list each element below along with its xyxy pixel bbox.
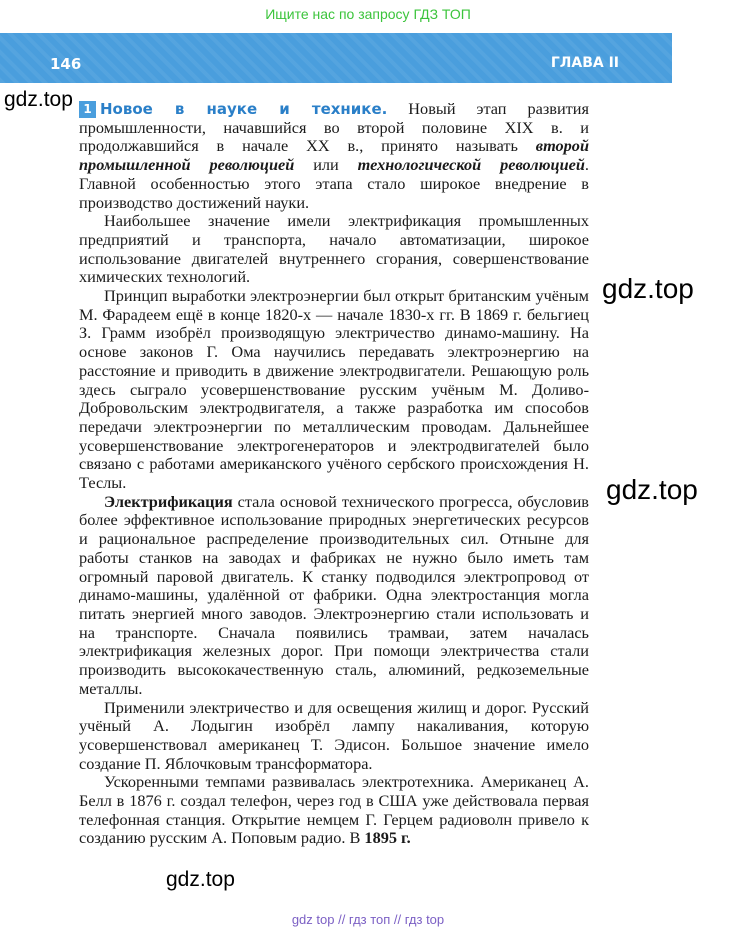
watermark: gdz.top bbox=[606, 474, 698, 505]
body-text bbox=[79, 100, 589, 848]
paragraph-3: Принцип выработки электроэнергии был открыт британским учёным М. Фарадеем ещё в конце 1820-х — начале 1830-х гг. В 1869 г. бельгиец З. Грамм изобрёл производящую электричество динамо-машину. На основе законов Г. Ома научились передавать электроэнергию на расстояние и приводить в движение электродвигатели. Решающую роль здесь сыграло усовершенствование русским учёным М. Доливо-Добровольским электродвигателя, а также разработка им способов передачи электроэнергии по металлическим проводам. Дальнейшее усовершенствование электрогенераторов и электродвигателей было связано с работами американского учёного сербского происхождения Н. Теслы. bbox=[79, 286, 589, 493]
watermark: gdz.top bbox=[4, 88, 73, 111]
key-date: 1895 г. bbox=[364, 828, 411, 848]
paragraph-text: стала основой технического прогресса, обусловив более эффективное использование природных энергетических ресурсов и рациональное распределение производительных сил. Отныне для работы станков на заводах и фабриках не нужно было иметь там огромный паровой двигатель. К станку подводился электропровод от динамо-машины, удалённой от фабрики. Одна электростанция могла питать энергией много заводов. Электроэнергию стали использовать и на транспорте. Сначала появились трамваи, затем началась электрификация железных дорог. При помощи электричества стали производить высококачественную сталь, алюминий, редкоземельные металлы. bbox=[79, 491, 589, 698]
watermark: gdz.top bbox=[166, 868, 235, 891]
page-header bbox=[0, 33, 672, 83]
page-number: 146 bbox=[50, 55, 82, 73]
section-title: Новое в науке и технике. bbox=[100, 100, 388, 118]
footer-links[interactable]: gdz top // гдз топ // гдз top bbox=[291, 912, 445, 927]
key-term: Электрификация bbox=[104, 491, 233, 511]
section-number-badge: 1 bbox=[79, 101, 96, 118]
search-banner[interactable]: Ищите нас по запросу ГДЗ ТОП bbox=[265, 6, 471, 22]
emphasis-term: второй промышленной революцией bbox=[79, 136, 589, 175]
paragraph-5: Применили электричество и для освещения жилищ и дорог. Русский учёный А. Лодыгин изобрёл лампу накаливания, которую усовершенствовал американец Т. Эдисон. Большое значение имело создание П. Яблочковым трансформатора. bbox=[79, 697, 589, 773]
paragraph-6 bbox=[79, 773, 589, 848]
paragraph-text: Новый этап развития промышленности, начавшийся во второй половине XIX в. и продолжавшийся в начале XX в., принято называть bbox=[79, 99, 589, 156]
chapter-label: ГЛАВА II bbox=[550, 55, 619, 71]
paragraph-text: . Главной особенностью этого этапа стало широкое внедрение в производство достижений науки. bbox=[79, 155, 589, 212]
paragraph-4 bbox=[79, 493, 589, 699]
paragraph-text: или bbox=[294, 155, 358, 175]
paragraph-text: Ускоренными темпами развивалась электротехника. Американец А. Белл в 1876 г. создал телефон, через год в США уже действовала первая телефонная станция. Открытие немцем Г. Герцем радиоволн привело к созданию русским А. Поповым радио. В bbox=[79, 772, 589, 848]
emphasis-term: технологической революцией bbox=[357, 155, 585, 175]
paragraph-1 bbox=[79, 100, 589, 212]
paragraph-2: Наибольшее значение имели электрификация промышленных предприятий и транспорта, начало автоматизации, широкое использование двигателей внутреннего сгорания, совершенствование химических технологий. bbox=[79, 211, 589, 287]
watermark: gdz.top bbox=[602, 273, 694, 304]
